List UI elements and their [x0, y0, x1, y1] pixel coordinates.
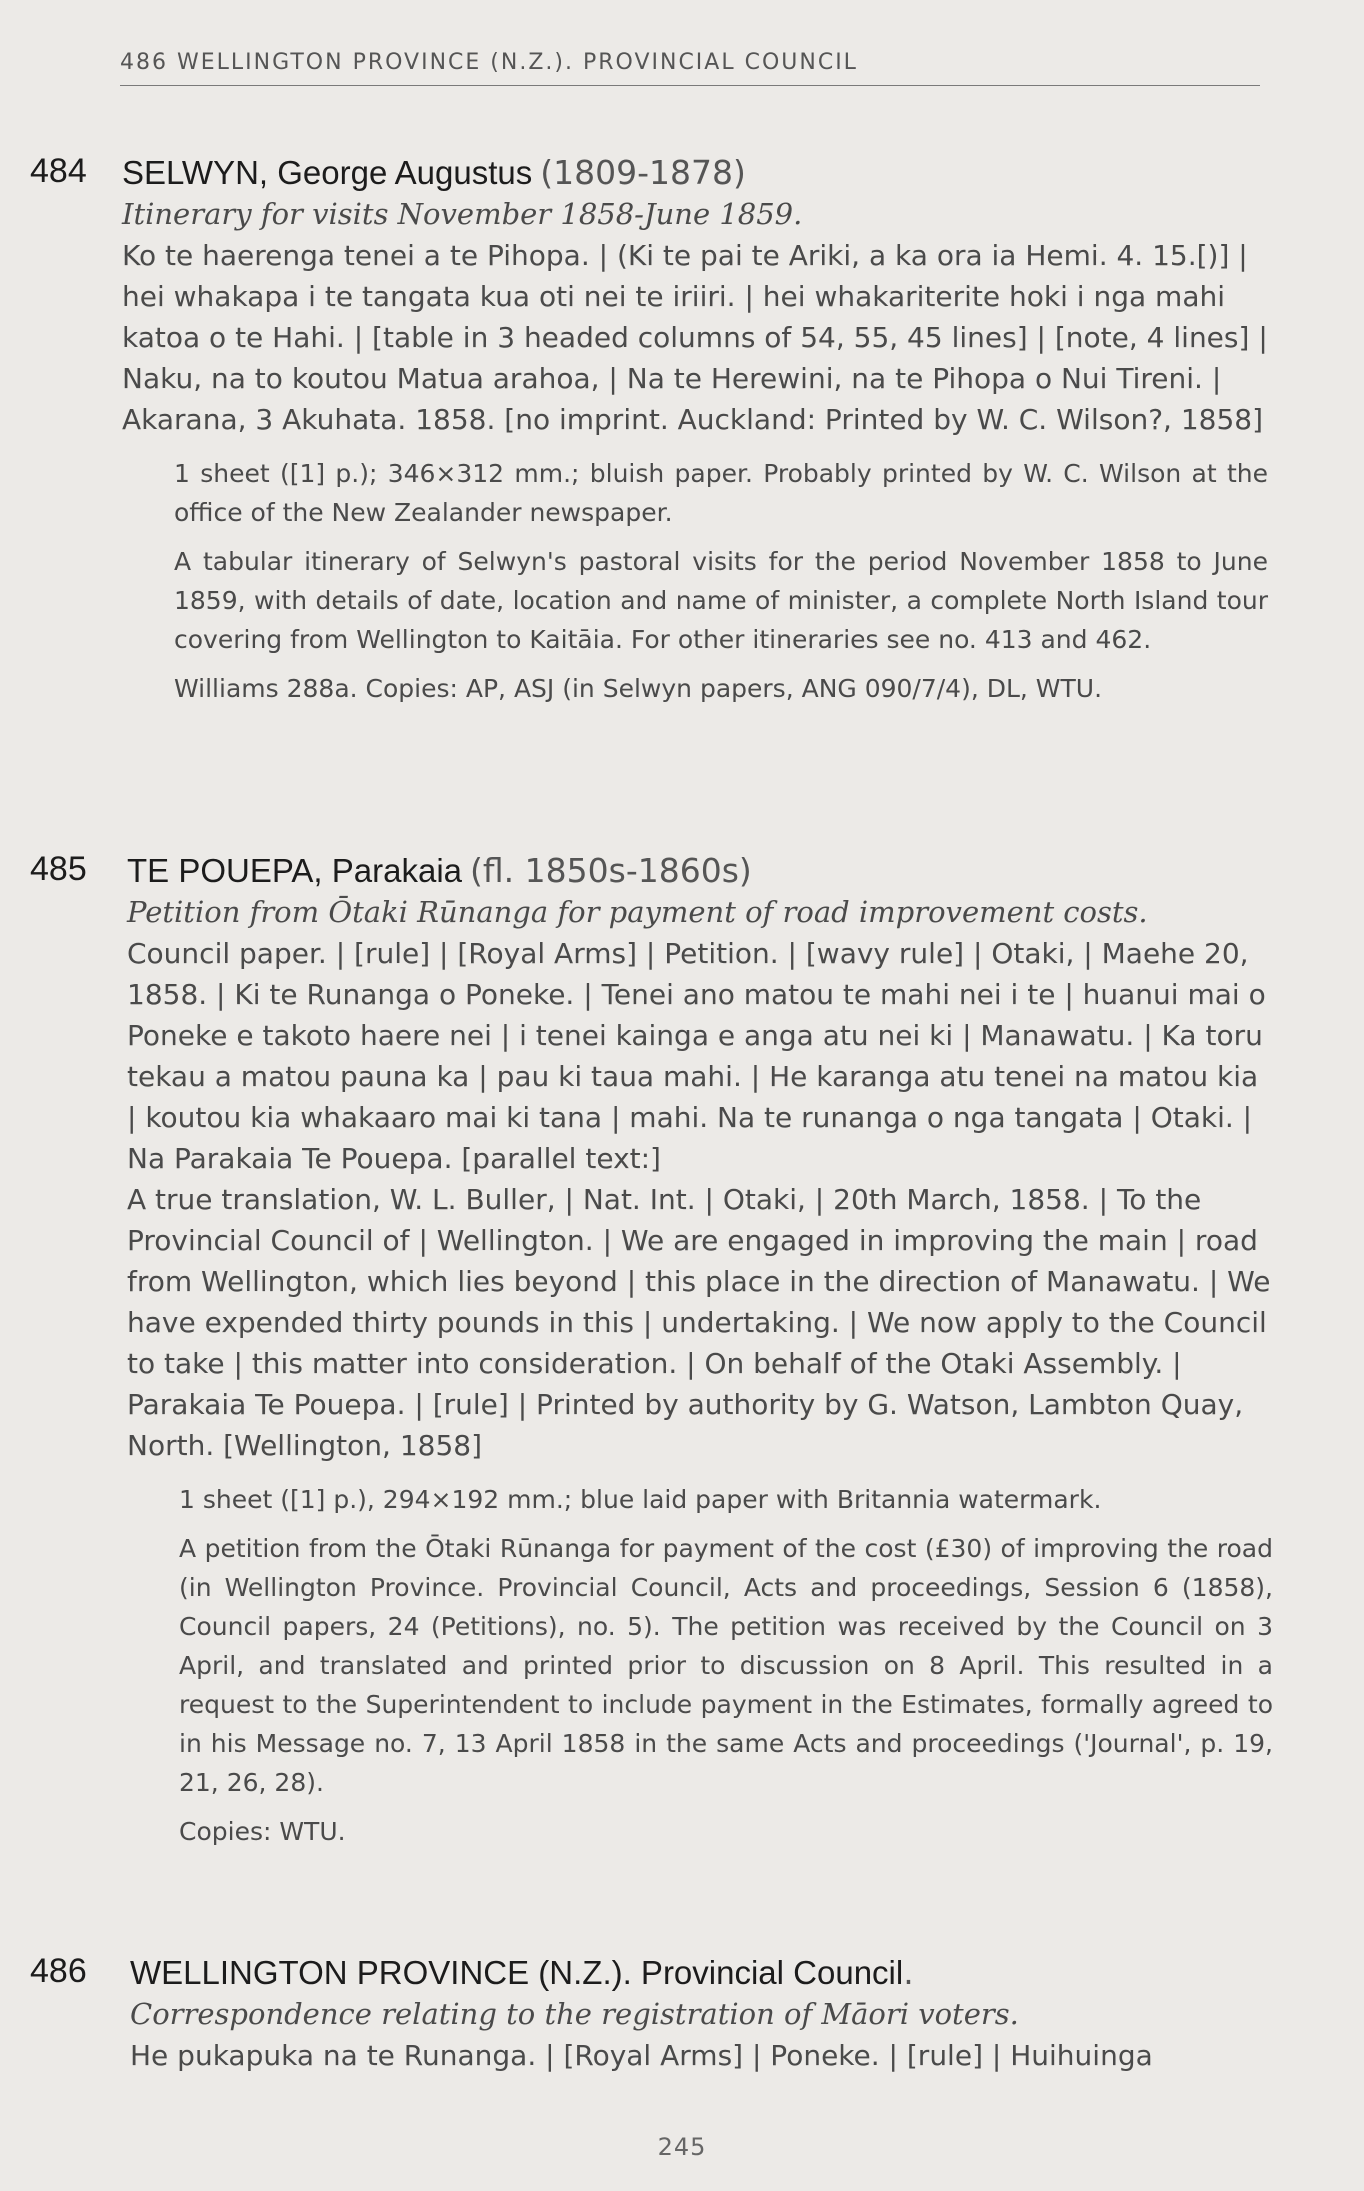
physical-description: 1 sheet ([1] p.), 294×192 mm.; blue laid paper with Britannia watermark.	[179, 1485, 1102, 1514]
entry-heading	[127, 850, 1273, 892]
entry-number: 486	[30, 1952, 87, 1990]
entry-heading	[122, 152, 1268, 194]
entry-title: Itinerary for visits November 1858-June 1859.	[122, 197, 803, 231]
author-name: SELWYN, George Augustus	[122, 154, 533, 191]
running-head: 486 WELLINGTON PROVINCE (N.Z.). PROVINCIAL COUNCIL	[120, 50, 1260, 86]
entry-transcript: Ko te haerenga tenei a te Pihopa. | (Ki te pai te Ariki, a ka ora ia Hemi. 4. 15.[)] | hei whakapa i te tangata kua oti nei te iriiri. | hei whakariterite hoki i nga mahi katoa o te Hahi. | [table in 3 headed columns of 54, 55, 45 lines] | [note, 4 lines] | Naku, na to koutou Matua arahoa, | Na te Herewini, na te Pihopa o Nui Tireni. | Akarana, 3 Akuhata. 1858. [no imprint. Auckland: Printed by W. C. Wilson?, 1858]	[122, 239, 1268, 436]
author-name: WELLINGTON PROVINCE (N.Z.). Provincial Council	[130, 1954, 904, 1991]
author-name: TE POUEPA, Parakaia	[127, 852, 463, 889]
entry-body	[127, 850, 1273, 1861]
entry-transcript-translation: A true translation, W. L. Buller, | Nat. Int. | Otaki, | 20th March, 1858. | To the Provincial Council of | Wellington. | We are engaged in improving the main | road from Wellington, which lies beyond | this place in the direction of Manawatu. | We have expended thirty pounds in this | undertaking. | We now apply to the Council to take | this matter into consideration. | On behalf of the Otaki Assembly. | Parakaia Te Pouepa. | [rule] | Printed by authority by G. Watson, Lambton Quay, North. [Wellington, 1858]	[127, 1183, 1271, 1462]
references-copies: Williams 288a. Copies: AP, ASJ (in Selwyn papers, ANG 090/7/4), DL, WTU.	[174, 674, 1103, 703]
entry-heading	[130, 1952, 1276, 1994]
entry-notes	[174, 454, 1268, 708]
author-dates: (1809-1878)	[540, 153, 746, 192]
heading-period: .	[903, 1953, 914, 1992]
author-dates: (fl. 1850s-1860s)	[470, 851, 752, 890]
page-number: 245	[657, 2133, 707, 2161]
entry-number: 484	[30, 152, 87, 190]
entry-transcript: He pukapuka na te Runanga. | [Royal Arms] | Poneke. | [rule] | Huihuinga	[130, 2039, 1153, 2072]
entry-title: Petition from Ōtaki Rūnanga for payment of road improvement costs.	[127, 895, 1148, 929]
entry-number: 485	[30, 850, 87, 888]
entry-title: Correspondence relating to the registration of Māori voters.	[130, 1997, 1019, 2031]
annotation: A petition from the Ōtaki Rūnanga for payment of the cost (£30) of improving the road (in Wellington Province. Provincial Council, Acts and proceedings, Session 6 (1858), Council papers, 24 (Petitions), no. 5). The petition was received by the Council on 3 April, and translated and printed prior to discussion on 8 April. This resulted in a request to the Superintendent to include payment in the Estimates, formally agreed to in his Message no. 7, 13 April 1858 in the same Acts and proceedings ('Journal', p. 19, 21, 26, 28).	[179, 1534, 1273, 1797]
entry-notes	[179, 1480, 1273, 1851]
entry-body	[130, 1952, 1276, 2076]
references-copies: Copies: WTU.	[179, 1817, 346, 1846]
entry-body	[122, 152, 1268, 718]
annotation: A tabular itinerary of Selwyn's pastoral visits for the period November 1858 to June 1859, with details of date, location and name of minister, a complete North Island tour covering from Wellington to Kaitāia. For other itineraries see no. 413 and 462.	[174, 547, 1268, 654]
physical-description: 1 sheet ([1] p.); 346×312 mm.; bluish paper. Probably printed by W. C. Wilson at the office of the New Zealander newspaper.	[174, 459, 1268, 527]
entry-transcript: Council paper. | [rule] | [Royal Arms] | Petition. | [wavy rule] | Otaki, | Maehe 20, 1858. | Ki te Runanga o Poneke. | Tenei ano matou te mahi nei i te | huanui mai o Poneke e takoto haere nei | i tenei kainga e anga atu nei ki | Manawatu. | Ka toru tekau a matou pauna ka | pau ki taua mahi. | He karanga atu tenei na matou kia | koutou kia whakaaro mai ki tana | mahi. Na te runanga o nga tangata | Otaki. | Na Parakaia Te Pouepa. [parallel text:]	[127, 937, 1266, 1175]
